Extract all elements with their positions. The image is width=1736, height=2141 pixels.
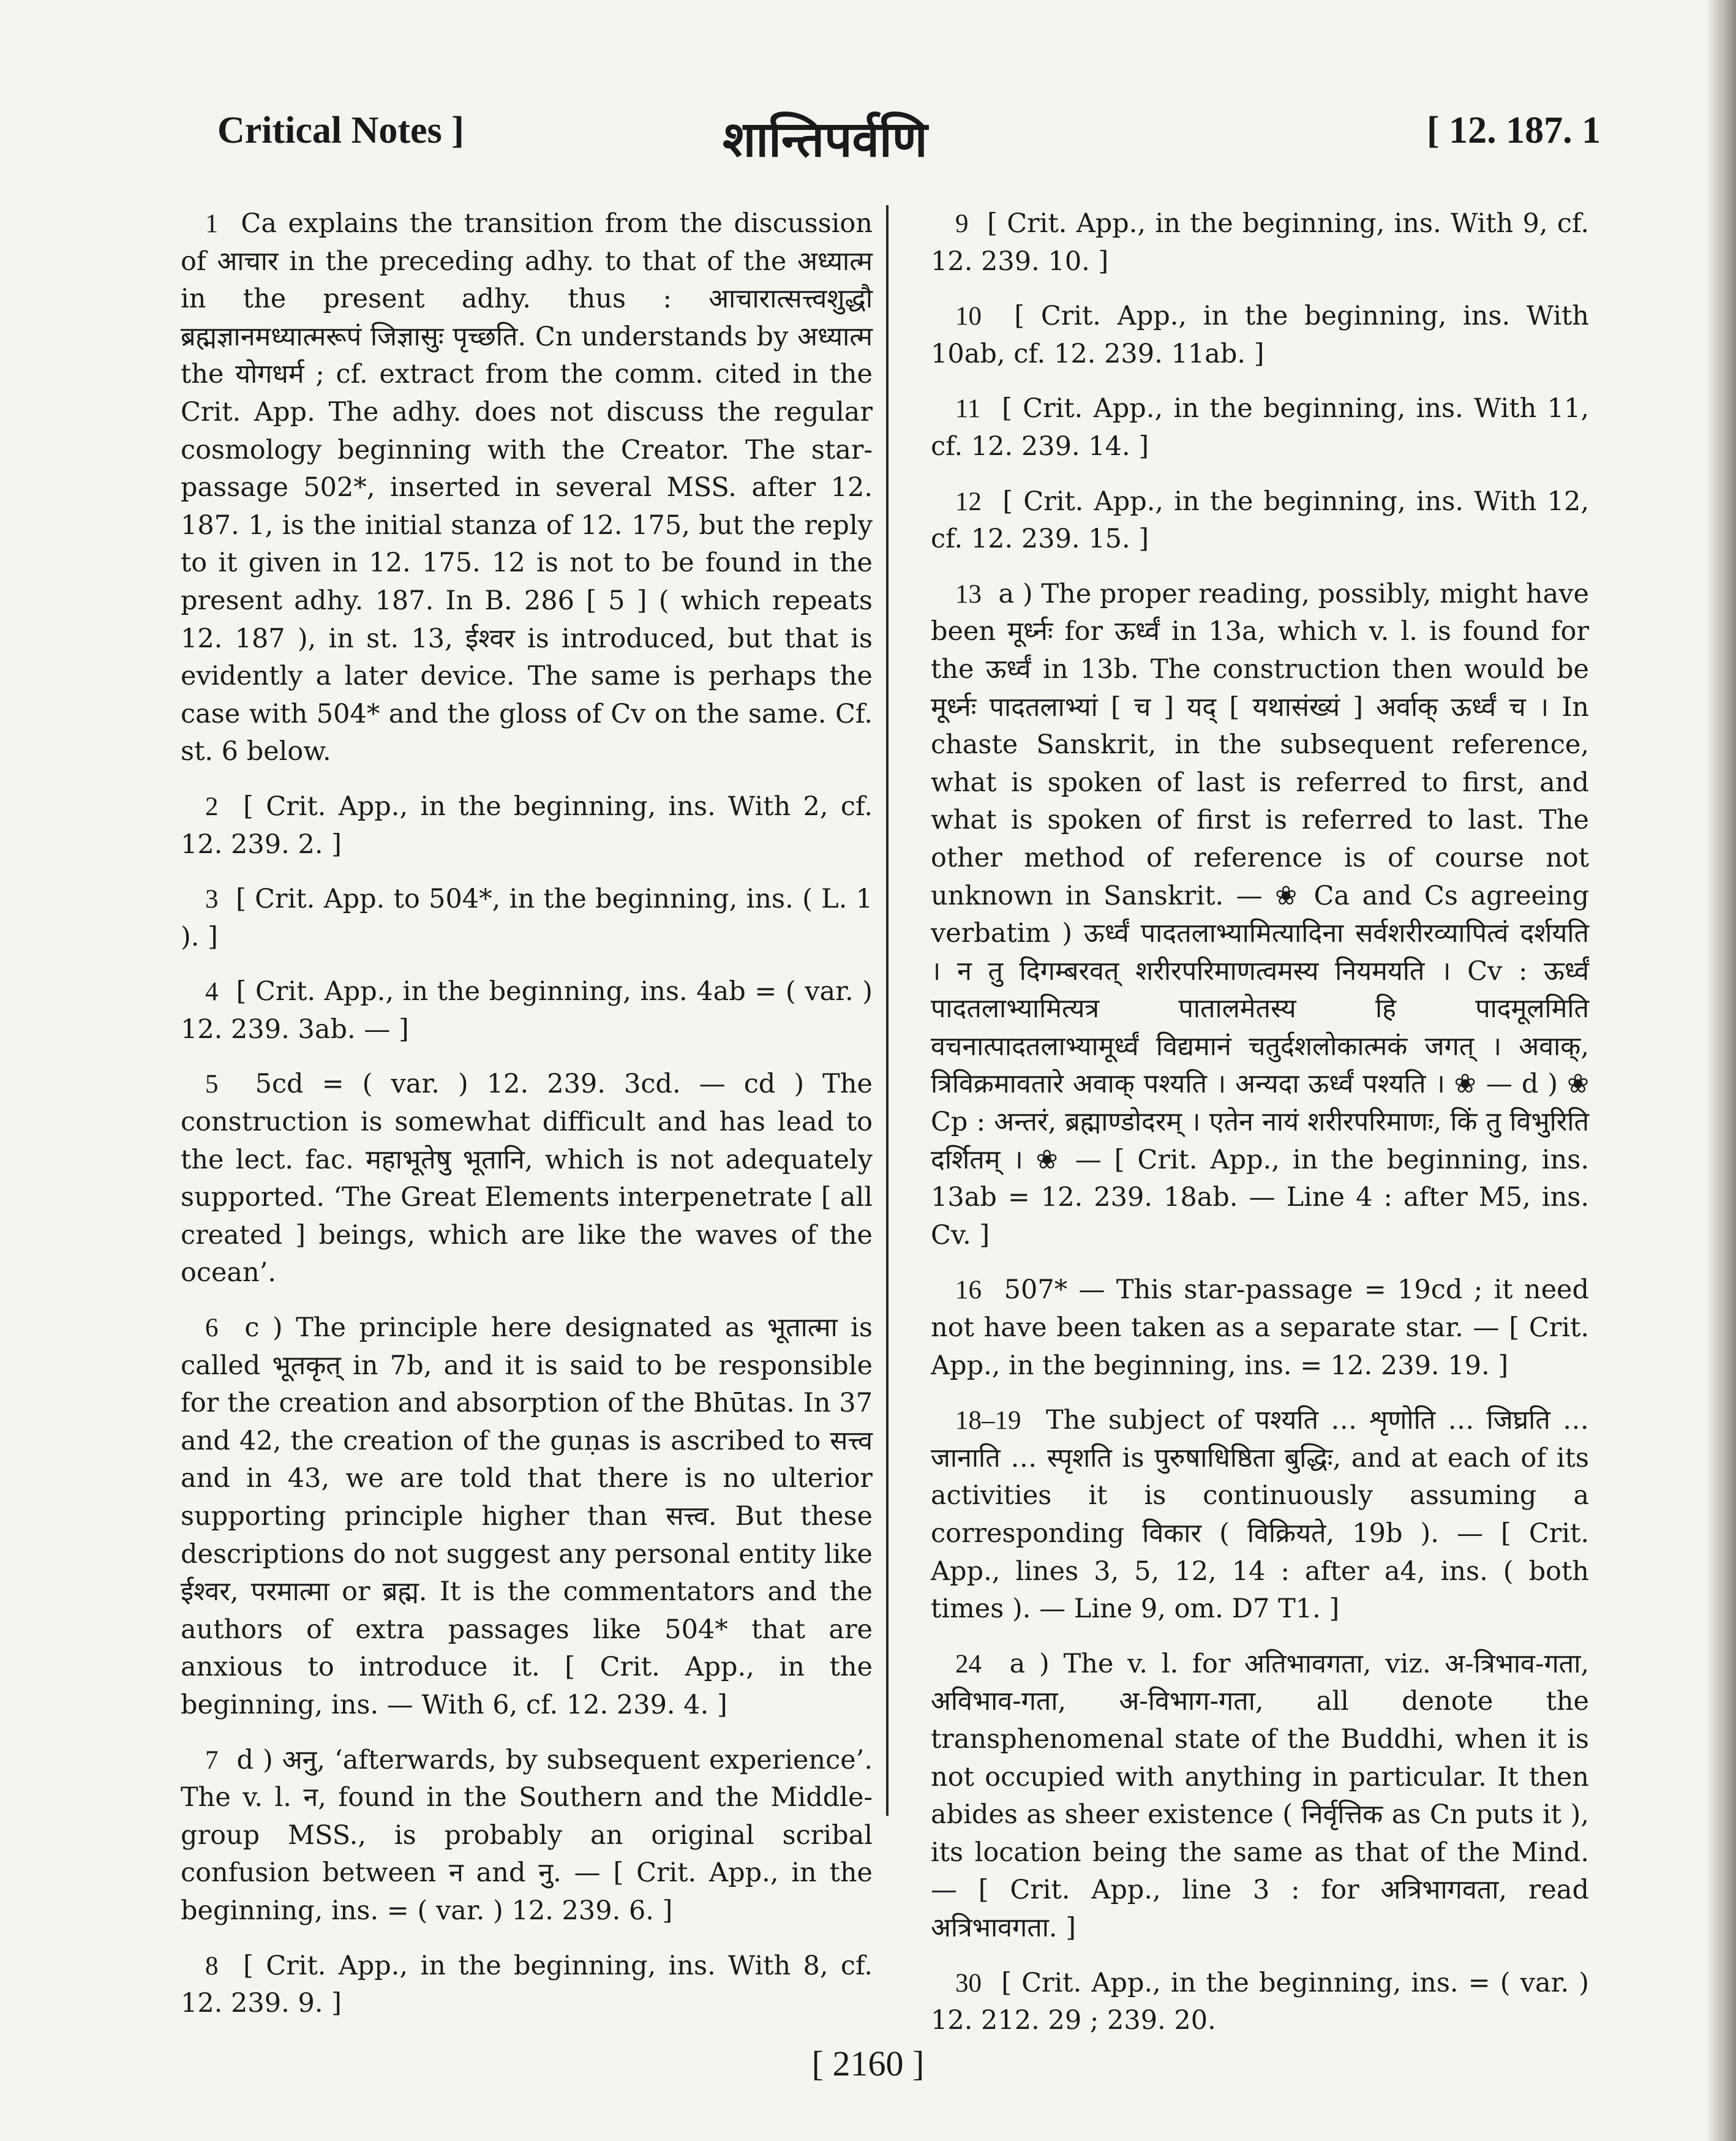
note-7: 7 d ) अनु, ‘afterwards, by subsequent experience’. The v. l. न, found in the Southern and the Middle-group MSS., is probably an original scribal confusion between न and नु. — [ Crit. App., in the beginning, ins. = ( var. ) 12. 239. 6. ]: [181, 1744, 873, 1926]
note-24: 24 a ) The v. l. for अतिभावगता, viz. अ-त्रिभाव-गता, अविभाव-गता, अ-विभाग-गता, all denote the transphenomenal state of the Buddhi, when it is not occupied with anything in particular. It then abides as sheer existence ( निर्वृत्तिक as Cn puts it ), its location being the same as that of the Mind. — [ Crit. App., line 3 : for अत्रिभागवता, read अत्रिभावगता. ]: [931, 1648, 1589, 1943]
page-number: [ 2160 ]: [811, 2044, 925, 2083]
note-9: 9 [ Crit. App., in the beginning, ins. With 9, cf. 12. 239. 10. ]: [931, 208, 1590, 277]
book-title: शान्तिपर्वणि: [723, 111, 928, 168]
right-column: [931, 205, 1589, 2057]
note-1: 1 Ca explains the transition from the discussion of आचार in the preceding adhy. to that of the अध्यात्म in the present adhy. thus : आचारात्सत्त्वशुद्धौ ब्रह्मज्ञानमध्यात्मरूपं जिज्ञासुः पृच्छति. Cn understands by अध्यात्म the योगधर्म ; cf. extract from the comm. cited in the Crit. App. The adhy. does not discuss the regular cosmology beginning with the Creator. The star-passage 502*, inserted in several MSS. after 12. 187. 1, is the initial stanza of 12. 175, but the reply to it given in 12. 175. 12 is not to be found in the present adhy. 187. In B. 286 [ 5 ] ( which repeats 12. 187 ), in st. 13, ईश्वर is introduced, but that is evidently a later device. The same is perhaps the case with 504* and the gloss of Cv on the same. Cf. st. 6 below.: [181, 208, 873, 767]
page-edge-shadow: [1705, 0, 1736, 2141]
note-4: 4 [ Crit. App., in the beginning, ins. 4ab = ( var. ) 12. 239. 3ab. — ]: [181, 976, 873, 1045]
column-divider: [886, 205, 889, 1816]
note-3: 3 [ Crit. App. to 504*, in the beginning, ins. ( L. 1 ). ]: [181, 884, 873, 952]
note-18-19: 18–19 The subject of पश्यति … शृणोति … जिघ्रति … जानाति … स्पृशति is पुरुषाधिष्ठिता बुद्धिः, and at each of its activities it is continuously assuming a corresponding विकार ( विक्रियते, 19b ). — [ Crit. App., lines 3, 5, 12, 14 : after a4, ins. ( both times ). — Line 9, om. D7 T1. ]: [931, 1405, 1589, 1625]
note-6: 6 c ) The principle here designated as भूतात्मा is called भूतकृत् in 7b, and it is said to be responsible for the creation and absorption of the Bhūtas. In 37 and 42, the creation of the guṇas is ascribed to सत्त्व and in 43, we are told that there is no ulterior supporting principle higher than सत्त्व. But these descriptions do not suggest any personal entity like ईश्वर, परमात्मा or ब्रह्म. It is the commentators and the authors of extra passages like 504* that are anxious to introduce it. [ Crit. App., in the beginning, ins. — With 6, cf. 12. 239. 4. ]: [181, 1312, 873, 1720]
running-header: [0, 109, 1736, 176]
note-16: 16 507* — This star-passage = 19cd ; it need not have been taken as a separate star. — [ Crit. App., in the beginning, ins. = 12. 239. 19. ]: [931, 1274, 1589, 1381]
note-10: 10 [ Crit. App., in the beginning, ins. With 10ab, cf. 12. 239. 11ab. ]: [931, 301, 1589, 369]
note-5: 5 5cd = ( var. ) 12. 239. 3cd. — cd ) The construction is somewhat difficult and has lead to the lect. fac. महाभूतेषु भूतानि, which is not adequately supported. ‘The Great Elements interpenetrate [ all created ] beings, which are like the waves of the ocean’.: [181, 1069, 873, 1289]
section-label: Critical Notes ]: [217, 110, 464, 151]
note-13: 13 a ) The proper reading, possibly, might have been मूर्ध्नः for ऊर्ध्वं in 13a, which v. l. is found for the ऊर्ध्वं in 13b. The construction then would be मूर्ध्नः पादतलाभ्यां [ च ] यद् [ यथासंख्यं ] अर्वाक् ऊर्ध्वं च । In chaste Sanskrit, in the subsequent reference, what is spoken of last is referred to first, and what is spoken of first is referred to last. The other method of reference is of course not unknown in Sanskrit. — ❀ Ca and Cs agreeing verbatim ) ऊर्ध्वं पादतलाभ्यामित्यादिना सर्वशरीरव्यापित्वं दर्शयति । न तु दिगम्बरवत् शरीरपरिमाणत्वमस्य नियमयति । Cv : ऊर्ध्वं पादतलाभ्यामित्यत्र पातालमेतस्य हि पादमूलमिति वचनात्पादतलाभ्यामूर्ध्वं विद्यमानं चतुर्दशलोकात्मकं जगत् । अवाक्, त्रिविक्रमावतारे अवाक् पश्यति । अन्यदा ऊर्ध्वं पश्यति । ❀ — d ) ❀ Cp : अन्तरं, ब्रह्माण्डोदरम् । एतेन नायं शरीरपरिमाणः, किं तु विभुरिति दर्शितम् । ❀ — [ Crit. App., in the beginning, ins. 13ab = 12. 239. 18ab. — Line 4 : after M5, ins. Cv. ]: [931, 578, 1589, 1251]
note-30: 30 [ Crit. App., in the beginning, ins. = ( var. ) 12. 212. 29 ; 239. 20.: [931, 1967, 1589, 2036]
left-column: [181, 205, 873, 2040]
note-12: 12 [ Crit. App., in the beginning, ins. With 12, cf. 12. 239. 15. ]: [931, 486, 1589, 555]
note-11: 11 [ Crit. App., in the beginning, ins. With 11, cf. 12. 239. 14. ]: [931, 393, 1589, 462]
note-2: 2 [ Crit. App., in the beginning, ins. With 2, cf. 12. 239. 2. ]: [181, 791, 873, 860]
note-8: 8 [ Crit. App., in the beginning, ins. With 8, cf. 12. 239. 9. ]: [181, 1950, 873, 2019]
verse-reference: [ 12. 187. 1: [1427, 110, 1601, 151]
